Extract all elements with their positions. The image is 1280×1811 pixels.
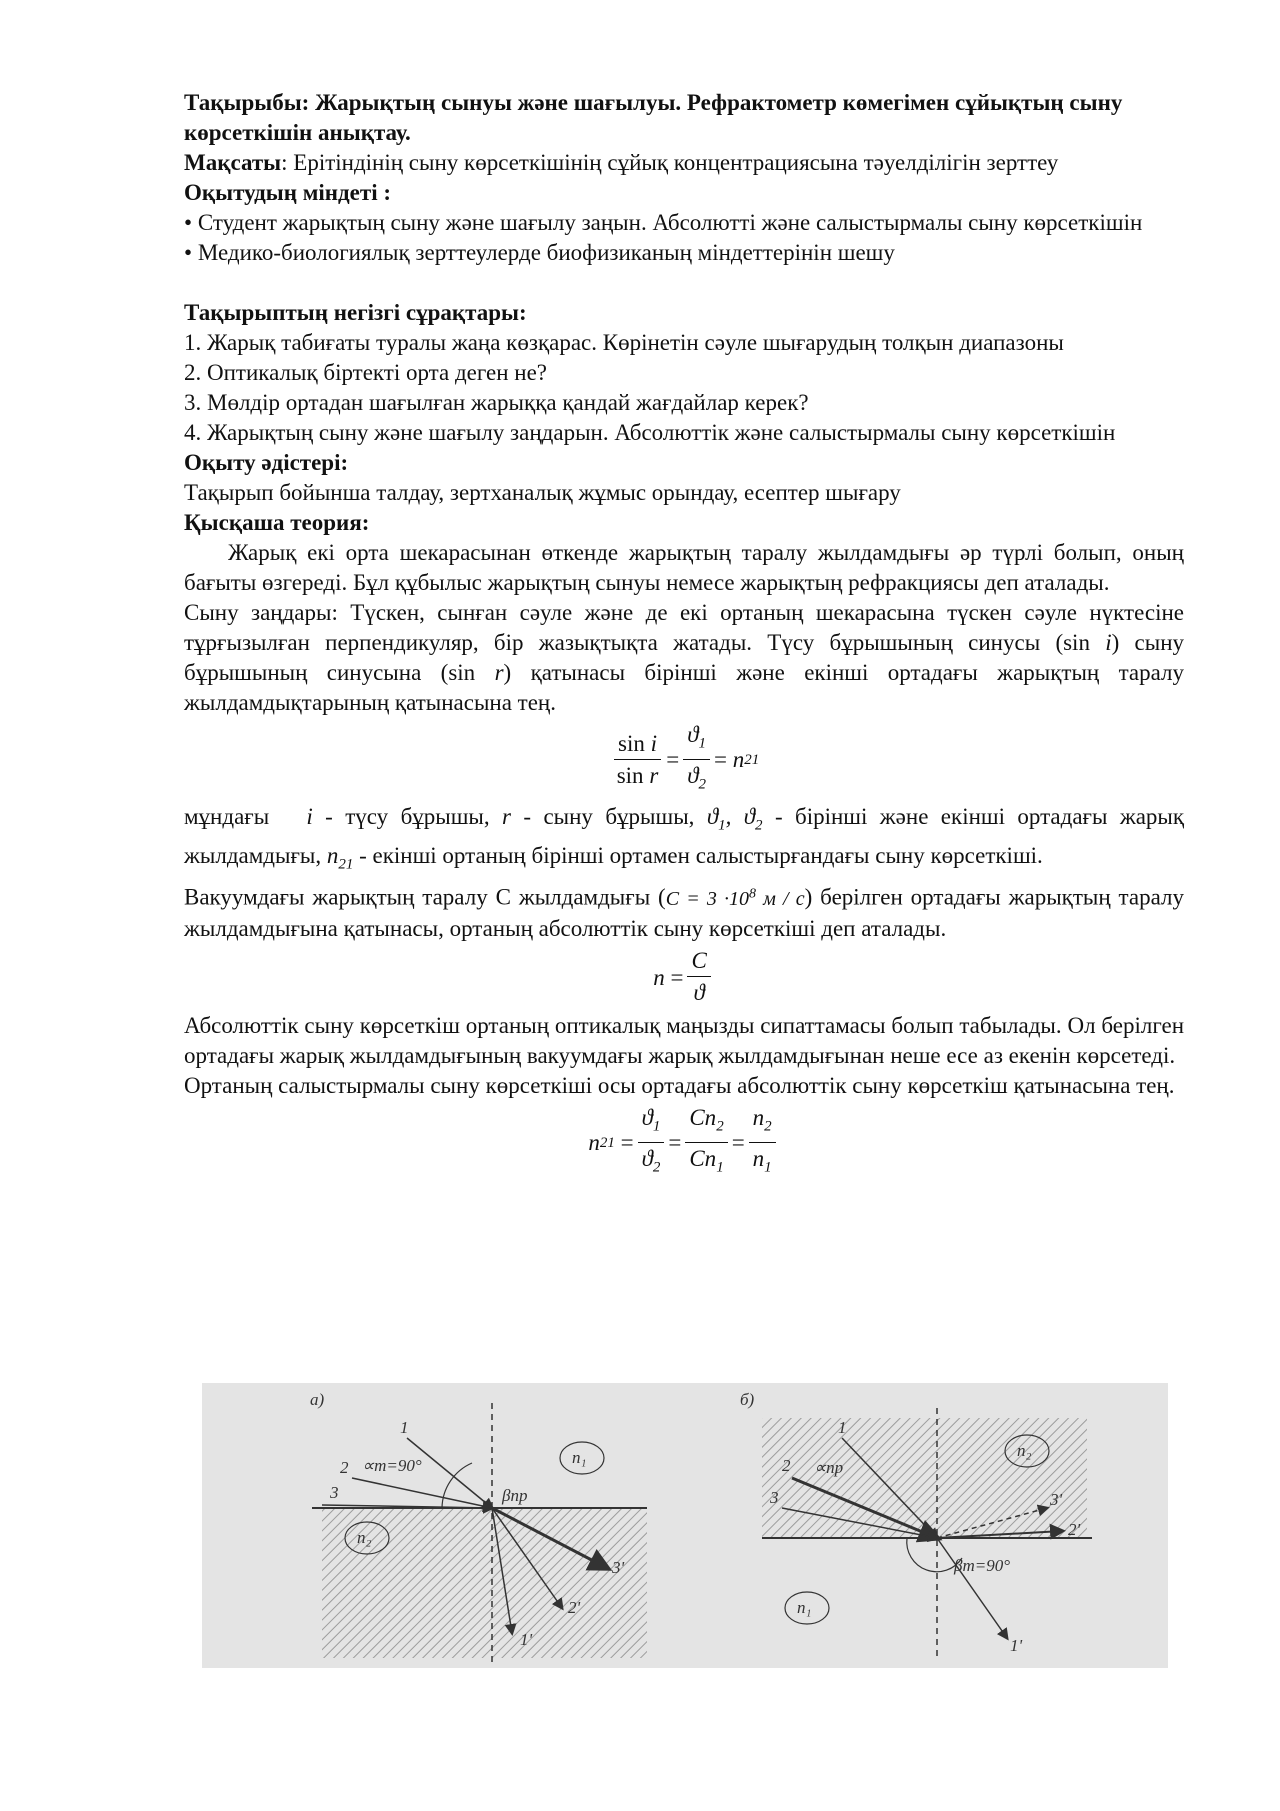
absolute-index-formula: n = $\frac{C}{ϑ}$ (184, 946, 1184, 1009)
question-item: 4. Жарықтың сыну және шағылу заңдарын. Абсолюттік және салыстырмалы сыну көрсеткішін (184, 420, 1116, 445)
vacuum-paragraph: Вакуумдағы жарықтың таралу С жылдамдығы ($C = 3 \cdot 10^8$ м / с) берілген ортадағы жарықтың таралу жылдамдығына қатынасы, ортаның абсолюттік сыну көрсеткіші деп аталады. (184, 885, 1184, 942)
theory-paragraph-1: Жарық екі орта шекарасынан өткенде жарықтың таралу жылдамдығы әр түрлі болып, оның бағыты өзгереді. Бұл құбылыс жарықтың сынуы немесе жарықтың рефракциясы деп аталады. (184, 540, 1184, 595)
fig-label-ray-2p: 2' (568, 1598, 581, 1617)
fig-label-ray-3p-b: 3' (1050, 1490, 1063, 1509)
fig-label-a: а) (310, 1390, 325, 1409)
fig-label-ray-3p: 3' (612, 1558, 625, 1577)
title-text: Жарықтың сынуы және шағылуы. Рефрактометр көмегімен сұйықтың сыну көрсеткішін анықтау. (184, 90, 1123, 145)
fig-label-n2-b: n₂ (1017, 1441, 1032, 1460)
title (184, 88, 1184, 148)
figure-panel-b (740, 1390, 1092, 1658)
questions-label: Тақырыптың негізгі сұрақтары: (184, 300, 527, 325)
question-item: 2. Оптикалық біртекті орта деген не? (184, 360, 548, 385)
fig-label-ray-2: 2 (340, 1458, 349, 1477)
methods-label: Оқыту әдістері: (184, 450, 349, 475)
question-item: 3. Мөлдір ортадан шағылған жарыққа қандай жағдайлар керек? (184, 390, 809, 415)
relative-index-formula: n 21 = $\frac{ϑ_1}{ϑ_2}$ = $\frac{Cn_2}{Cn_1}$ = $\frac{n_2}{n_1}$ (184, 1103, 1184, 1183)
theory-label: Қысқаша теория: (184, 510, 370, 535)
goal-label: Мақсаты (184, 150, 282, 175)
fig-label-beta-m: βm=90° (954, 1556, 1011, 1575)
fig-label-ray-3-b: 3 (770, 1488, 779, 1507)
fig-label-ray-3: 3 (330, 1483, 339, 1502)
fig-label-ray-1p-b: 1' (1010, 1636, 1023, 1655)
relative-index-paragraph: Ортаның салыстырмалы сыну көрсеткіші осы ортадағы абсолюттік сыну көрсеткіш қатынасына тең. (184, 1073, 1175, 1099)
goal (184, 148, 1184, 178)
fig-label-ray-2p-b: 2' (1068, 1520, 1081, 1539)
fig-label-alpha-pr: ∝пр (814, 1458, 844, 1477)
absolute-index-paragraph: Абсолюттік сыну көрсеткіш ортаның оптикалық маңызды сипаттамасы болып табылады. Ол берілген ортадағы жарық жылдамдығының вакуумдағы жарық жылдамдығынан неше есе аз екенін көрсетеді. (184, 1013, 1184, 1069)
tasks-label: Оқытудың міндеті : (184, 180, 391, 205)
goal-text: : Ерітіндінің сыну көрсеткішінің сұйық концентрациясына тәуелділігін зерттеу (281, 150, 1059, 175)
fig-label-alpha-m: ∝m=90° (362, 1456, 422, 1475)
refraction-figure (202, 1383, 1168, 1668)
fig-label-b: б) (740, 1390, 755, 1409)
theory-paragraph-2: Сыну заңдары: Түскен, сынған сәуле және де екі ортаның шекарасына түскен сәуле нүктесіне тұрғызылған перпендикуляр, бір жазықтықта жатады. Түсу бұрышының синусы (sin i) сыну бұрышының синусына (sin r) қатынасы бірінші және екінші ортадағы жарықтың таралу жылдамдықтарының қатынасына тең. (184, 600, 1185, 715)
figure-panel-a (310, 1390, 647, 1663)
document-page (184, 88, 1184, 1185)
methods-text: Тақырып бойынша талдау, зертханалық жұмыс орындау, есептер шығару (184, 480, 901, 505)
fig-label-ray-2-b: 2 (782, 1456, 791, 1475)
fig-label-n2: n₂ (357, 1528, 372, 1547)
where-paragraph: мұндағы i - түсу бұрышы, r - сыну бұрышы, $ϑ_1$, $ϑ_2$ - бірінші және екінші ортадағы жарық жылдамдығы, $n_{21}$ - екінші ортаның бірінші ортамен салыстырғандағы сыну көрсеткіші. (184, 804, 1185, 873)
task-item: • Студент жарықтың сыну және шағылу заңын. Абсолютті және салыстырмалы сыну көрсеткішін (184, 210, 1143, 235)
fig-label-ray-1-b: 1 (838, 1418, 847, 1437)
question-item: 1. Жарық табиғаты туралы жаңа көзқарас. Көрінетін сәуле шығарудың толқын диапазоны (184, 330, 1064, 355)
fig-label-ray-1: 1 (400, 1418, 409, 1437)
fig-label-n1-b: n₁ (797, 1598, 812, 1617)
fig-label-ray-1p: 1' (520, 1630, 533, 1649)
fig-label-n1: n₁ (572, 1448, 587, 1467)
title-label: Тақырыбы: (184, 90, 310, 115)
fig-label-beta-pr: βпр (502, 1486, 528, 1505)
snell-law-formula: $\frac{\text{sin i}}{\text{sin r}}$ = $\frac{ϑ_1}{ϑ_2}$ = n 21 (184, 720, 1184, 800)
task-item: • Медико-биологиялық зерттеулерде биофизиканың міндеттерінін шешу (184, 240, 895, 265)
